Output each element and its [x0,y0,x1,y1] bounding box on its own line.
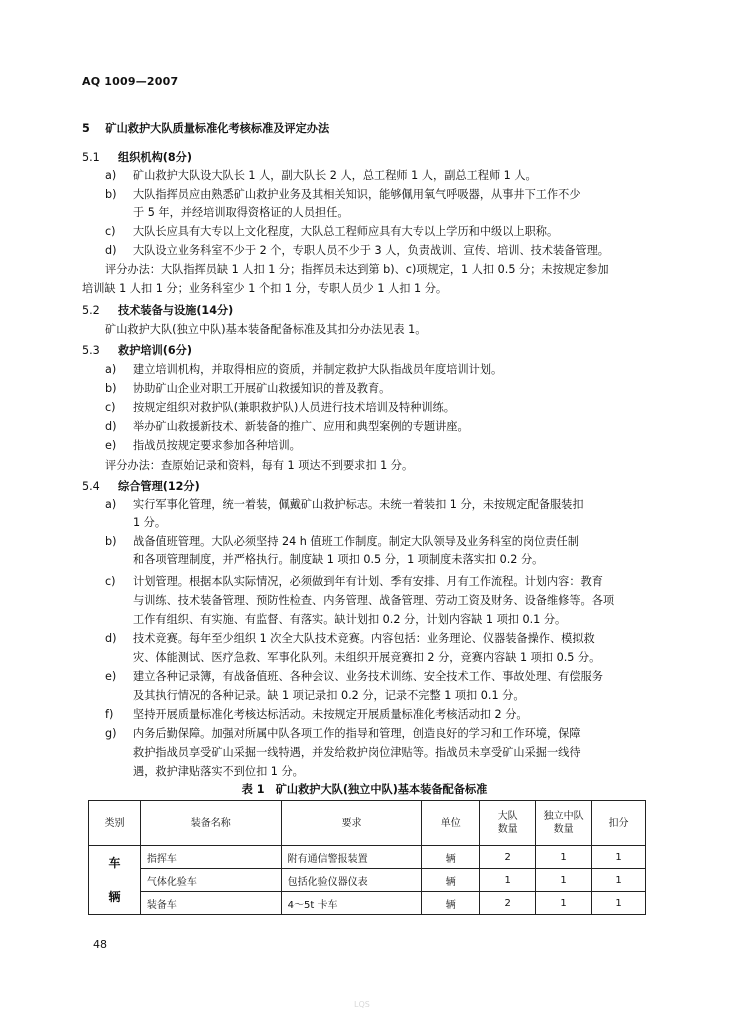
scoring-method-continuation: 培训缺 1 人扣 1 分；业务科室少 1 个扣 1 分，专职人员少 1 人扣 1 分。 [82,282,448,295]
table-row [89,869,646,892]
cell-unit: 辆 [422,892,480,915]
list-item-continuation: 救护指战员享受矿山采掘一线特遇，并发给救护岗位津贴等。指战员未享受矿山采掘一线待 [133,746,581,759]
cell-brigade-quantity: 2 [480,892,536,915]
column-header-unit: 单位 [422,801,480,846]
section-title: 矿山救护大队质量标准化考核标准及评定办法 [105,122,330,135]
category-cell: 车 辆 [89,846,141,915]
cell-unit: 辆 [422,869,480,892]
cell-name: 装备车 [140,892,281,915]
section-5-heading [82,121,329,136]
table-row [89,846,646,869]
list-item-continuation: 于 5 年，并经培训取得资格证的人员担任。 [133,206,349,219]
cell-deduction: 1 [592,892,646,915]
list-item-continuation: 工作有组织、有实施、有监督、有落实。缺计划扣 0.2 分，计划内容缺 1 项扣 0.1 分。 [133,613,567,626]
section-title: 救护培训(6分) [118,344,192,357]
list-item: d) 技术竞赛。每年至少组织 1 次全大队技术竞赛。内容包括：业务理论、仪器装备操作、模拟救 [105,632,595,645]
list-item: b) 战备值班管理。大队必须坚持 24 h 值班工作制度。制定大队领导及业务科室的岗位责任制 [105,535,579,548]
watermark: LQS [354,1000,370,1009]
list-item: c) 按规定组织对救护队(兼职救护队)人员进行技术培训及特种训练。 [105,401,455,414]
cell-squad-quantity: 1 [536,869,592,892]
scoring-method: 评分办法：大队指挥员缺 1 人扣 1 分；指挥员未达到第 b)、c)项规定，1 人扣 0.5 分；未按规定参加 [105,263,609,276]
list-item: d) 大队设立业务科室不少于 2 个，专职人员不少于 3 人，负责战训、宣传、培训、技术装备管理。 [105,244,609,257]
list-item: b) 协助矿山企业对职工开展矿山救援知识的普及教育。 [105,382,391,395]
cell-deduction: 1 [592,869,646,892]
scoring-method: 评分办法：查原始记录和资料，每有 1 项达不到要求扣 1 分。 [105,459,414,472]
column-header-category: 类别 [89,801,141,846]
column-header-name: 装备名称 [140,801,281,846]
cell-requirement: 4～5t 卡车 [281,892,422,915]
column-header-brigade-quantity: 大队 数量 [480,801,536,846]
list-item: c) 大队长应具有大专以上文化程度，大队总工程师应具有大专以上学历和中级以上职称。 [105,225,559,238]
cell-brigade-quantity: 2 [480,846,536,869]
list-item-continuation: 及其执行情况的各种记录。缺 1 项记录扣 0.2 分，记录不完整 1 项扣 0.1 分。 [133,689,525,702]
cell-requirement: 附有通信警报装置 [281,846,422,869]
list-item: d) 举办矿山救援新技术、新装备的推广、应用和典型案例的专题讲座。 [105,420,469,433]
list-item: b) 大队指挥员应由熟悉矿山救护业务及其相关知识，能够佩用氧气呼吸器，从事井下工作不少 [105,188,581,201]
table-row [89,892,646,915]
table-header-row [89,801,646,846]
paragraph: 矿山救护大队(独立中队)基本装备配备标准及其扣分办法见表 1。 [105,323,427,336]
document-header: AQ 1009—2007 [82,75,179,88]
cell-deduction: 1 [592,846,646,869]
section-title: 技术装备与设施(14分) [118,304,234,317]
section-5-2-heading [82,303,233,318]
section-5-4-heading [82,479,200,494]
list-item: g) 内务后勤保障。加强对所属中队各项工作的指导和管理，创造良好的学习和工作环境，保障 [105,727,581,740]
cell-squad-quantity: 1 [536,892,592,915]
list-item-continuation: 和各项管理制度，并严格执行。制度缺 1 项扣 0.5 分，1 项制度未落实扣 0.2 分。 [133,553,544,566]
section-title: 综合管理(12分) [118,480,200,493]
list-item-continuation: 1 分。 [133,516,167,529]
cell-squad-quantity: 1 [536,846,592,869]
list-item: a) 矿山救护大队设大队长 1 人，副大队长 2 人，总工程师 1 人，副总工程师 1 人。 [105,169,537,182]
equipment-table [88,800,646,915]
section-5-3-heading [82,343,192,358]
list-item-continuation: 灾、体能测试、医疗急救、军事化队列。未组织开展竞赛扣 2 分，竞赛内容缺 1 项扣 0.5 分。 [133,651,601,664]
table-caption: 表 1 矿山救护大队(独立中队)基本装备配备标准 [241,783,488,796]
list-item: c) 计划管理。根据本队实际情况，必须做到年有计划、季有安排、月有工作流程。计划内容：教育 [105,575,603,588]
list-item-continuation: 遇，救护津贴落实不到位扣 1 分。 [133,765,304,778]
column-header-squad-quantity: 独立中队 数量 [536,801,592,846]
cell-name: 指挥车 [140,846,281,869]
cell-requirement: 包括化验仪器仪表 [281,869,422,892]
page-number: 48 [93,938,107,951]
section-number: 5 [82,122,90,135]
list-item-continuation: 与训练、技术装备管理、预防性检查、内务管理、战备管理、劳动工资及财务、设备维修等。各项 [133,594,615,607]
section-number: 5.2 [82,304,100,317]
list-item: a) 建立培训机构，并取得相应的资质，并制定救护大队指战员年度培训计划。 [105,363,503,376]
section-title: 组织机构(8分) [118,151,192,164]
section-number: 5.4 [82,480,100,493]
cell-brigade-quantity: 1 [480,869,536,892]
cell-name: 气体化验车 [140,869,281,892]
list-item: e) 建立各种记录簿，有战备值班、各种会议、业务技术训练、安全技术工作、事故处理、有偿服务 [105,670,603,683]
section-number: 5.3 [82,344,100,357]
section-number: 5.1 [82,151,100,164]
column-header-requirement: 要求 [281,801,422,846]
list-item: e) 指战员按规定要求参加各种培训。 [105,439,301,452]
list-item: f) 坚持开展质量标准化考核达标活动。未按规定开展质量标准化考核活动扣 2 分。 [105,708,528,721]
list-item: a) 实行军事化管理，统一着装，佩戴矿山救护标志。未统一着装扣 1 分，未按规定配备服装扣 [105,498,584,511]
column-header-deduction: 扣分 [592,801,646,846]
cell-unit: 辆 [422,846,480,869]
section-5-1-heading [82,150,192,165]
